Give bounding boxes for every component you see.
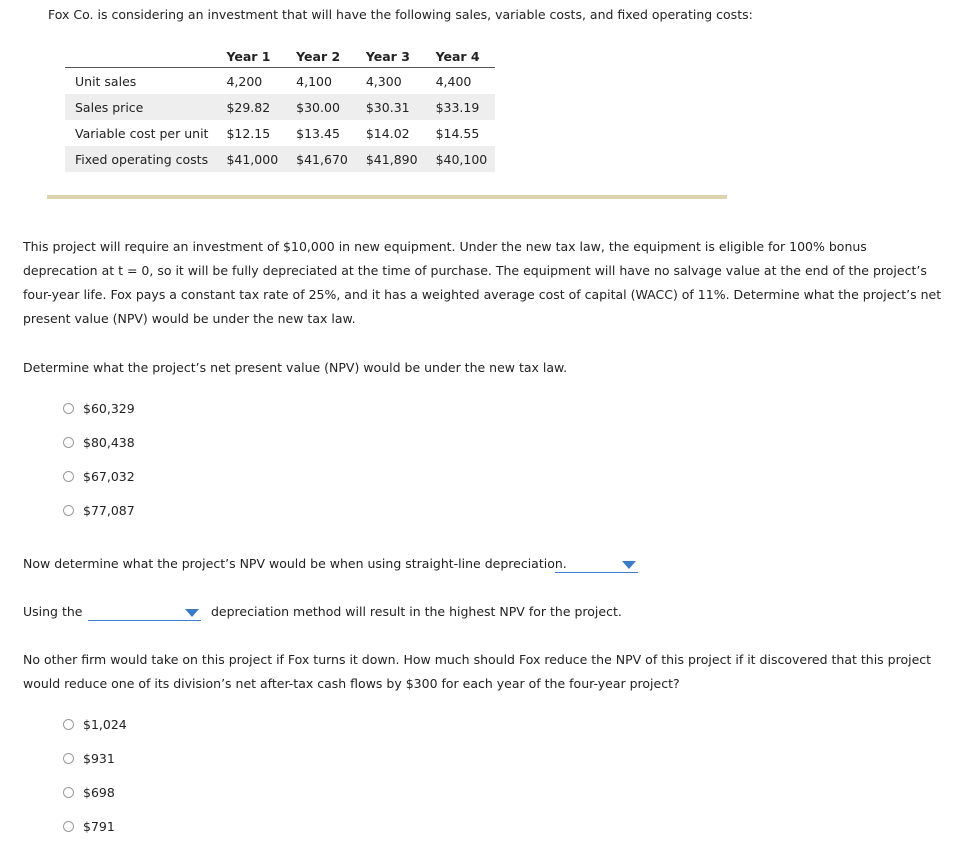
table-row xyxy=(65,146,495,172)
table-cell: 4,100 xyxy=(296,73,332,89)
radio-button[interactable] xyxy=(63,471,74,482)
q4-option[interactable] xyxy=(63,716,127,732)
question4-text: No other firm would take on this project if Fox turns it down. How much should Fox reduce the NPV of this project if it discovered that this project would reduce one of its division’s net after-tax cash flows by $300 for each year of the four-year project? xyxy=(23,652,932,691)
radio-button[interactable] xyxy=(63,787,74,798)
table-cell: $29.82 xyxy=(216,94,286,120)
table-cell: $33.19 xyxy=(426,94,496,120)
table-row xyxy=(65,120,495,146)
q1-option[interactable] xyxy=(63,400,135,416)
table-row xyxy=(65,94,495,120)
cost-table xyxy=(65,45,495,172)
table-cell: $13.45 xyxy=(296,125,340,141)
q4-option[interactable] xyxy=(63,784,115,800)
radio-button[interactable] xyxy=(63,821,74,832)
table-cell: $41,670 xyxy=(286,146,356,172)
table-cell: 4,200 xyxy=(226,73,263,89)
q4-option[interactable] xyxy=(63,818,115,834)
q1-option[interactable] xyxy=(63,434,135,450)
option-label: $67,032 xyxy=(83,468,135,484)
row-label: Sales price xyxy=(65,94,216,120)
option-label: $931 xyxy=(83,750,115,766)
question3-suffix: depreciation method will result in the highest NPV for the project. xyxy=(211,604,622,619)
q1-option[interactable] xyxy=(63,468,135,484)
radio-button[interactable] xyxy=(63,753,74,764)
table-cell: $40,100 xyxy=(426,146,496,172)
dropdown-arrow-icon[interactable] xyxy=(622,561,636,569)
table-cell: 4,400 xyxy=(435,73,472,89)
table-cell: $41,000 xyxy=(216,146,286,172)
option-label: $77,087 xyxy=(83,502,135,518)
row-label: Unit sales xyxy=(75,73,137,89)
row-label: Variable cost per unit xyxy=(75,125,209,141)
radio-button[interactable] xyxy=(63,403,74,414)
option-label: $1,024 xyxy=(83,716,127,732)
dropdown-arrow-icon[interactable] xyxy=(185,609,199,617)
table-cell: $14.55 xyxy=(435,125,480,141)
option-label: $80,438 xyxy=(83,434,135,450)
question3-prefix: Using the xyxy=(23,604,83,619)
table-cell: 4,300 xyxy=(365,73,402,89)
q1-option[interactable] xyxy=(63,502,135,518)
table-cell: $41,890 xyxy=(356,146,426,172)
option-label: $698 xyxy=(83,784,115,800)
table-cell: $30.31 xyxy=(356,94,426,120)
radio-button[interactable] xyxy=(63,437,74,448)
table-header-year2: Year 2 xyxy=(286,45,356,68)
question2-text: Now determine what the project’s NPV would be when using straight-line depreciation. xyxy=(23,556,567,571)
radio-button[interactable] xyxy=(63,505,74,516)
table-cell: $14.02 xyxy=(365,125,410,141)
problem-paragraph: This project will require an investment of $10,000 in new equipment. Under the new tax law, the equipment is eligible for 100% bonus deprecation at t = 0, so it will be fully depreciated at the time of purchase. The equipment will have no salvage value at the end of the project’s four-year life. Fox pays a constant tax rate of 25%, and it has a weighted average cost of capital (WACC) of 11%. Determine what the project’s net present value (NPV) would be under the new tax law. xyxy=(23,239,942,326)
table-header-blank xyxy=(65,45,216,68)
q4-option[interactable] xyxy=(63,750,115,766)
section-divider xyxy=(47,195,727,199)
question1-text: Determine what the project’s net present value (NPV) would be under the new tax law. xyxy=(23,360,568,375)
table-cell: $30.00 xyxy=(286,94,356,120)
straight-line-npv-dropdown[interactable] xyxy=(555,558,638,573)
intro-text: Fox Co. is considering an investment that will have the following sales, variable costs, and fixed operating costs: xyxy=(48,7,753,22)
option-label: $60,329 xyxy=(83,400,135,416)
row-label: Fixed operating costs xyxy=(65,146,216,172)
table-header-year1: Year 1 xyxy=(216,45,286,68)
radio-button[interactable] xyxy=(63,719,74,730)
option-label: $791 xyxy=(83,818,115,834)
table-row xyxy=(65,68,495,95)
table-cell: $12.15 xyxy=(226,125,271,141)
table-header-row xyxy=(65,45,495,68)
table-header-year4: Year 4 xyxy=(426,45,496,68)
depreciation-method-dropdown[interactable] xyxy=(88,606,201,621)
table-header-year3: Year 3 xyxy=(356,45,426,68)
